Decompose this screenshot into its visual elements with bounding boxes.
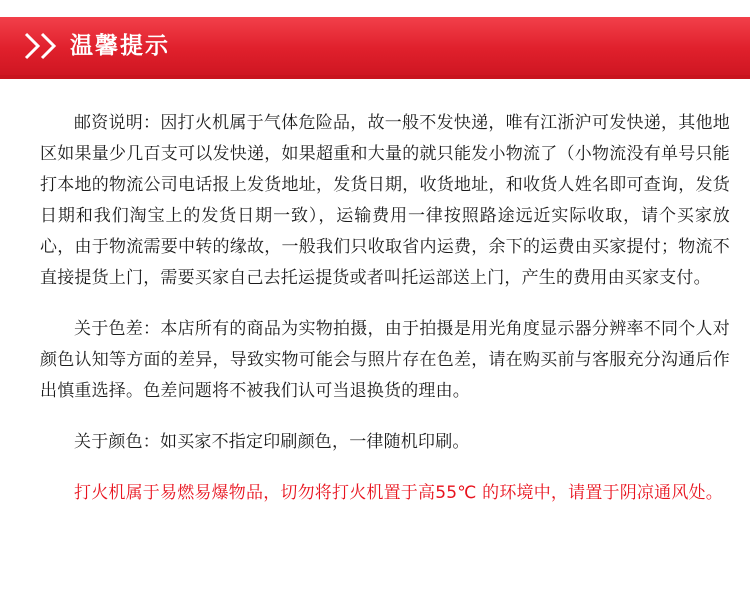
header-divider <box>0 75 750 79</box>
notice-content <box>40 108 730 529</box>
section-title: 温馨提示 <box>70 32 170 59</box>
color-difference-paragraph: 关于色差：本店所有的商品为实物拍摄，由于拍摄是用光角度显示器分辨率不同个人对颜色认知等方面的差异，导致实物可能会与照片存在色差，请在购买前与客服充分沟通后作出慎重选择。色差问题将不被我们认可当退换货的理由。 <box>40 319 730 401</box>
header-banner <box>0 17 750 75</box>
double-chevron-right-icon <box>22 30 62 62</box>
print-color-paragraph: 关于颜色：如买家不指定印刷颜色，一律随机印刷。 <box>74 432 470 452</box>
safety-warning-paragraph: 打火机属于易燃易爆物品，切勿将打火机置于高55℃ 的环境中，请置于阴凉通风处。 <box>74 483 723 503</box>
shipping-paragraph: 邮资说明：因打火机属于气体危险品，故一般不发快递，唯有江浙沪可发快递，其他地区如果量少几百支可以发快递，如果超重和大量的就只能发小物流了（小物流没有单号只能打本地的物流公司电话报上发货地址，发货日期，收货地址，和收货人姓名即可查询，发货日期和我们淘宝上的发货日期一致），运输费用一律按照路途远近实际收取，请个买家放心，由于物流需要中转的缘故，一般我们只收取省内运费，余下的运费由买家提付；物流不直接提货上门，需要买家自己去托运提货或者叫托运部送上门，产生的费用由买家支付。 <box>40 113 730 288</box>
